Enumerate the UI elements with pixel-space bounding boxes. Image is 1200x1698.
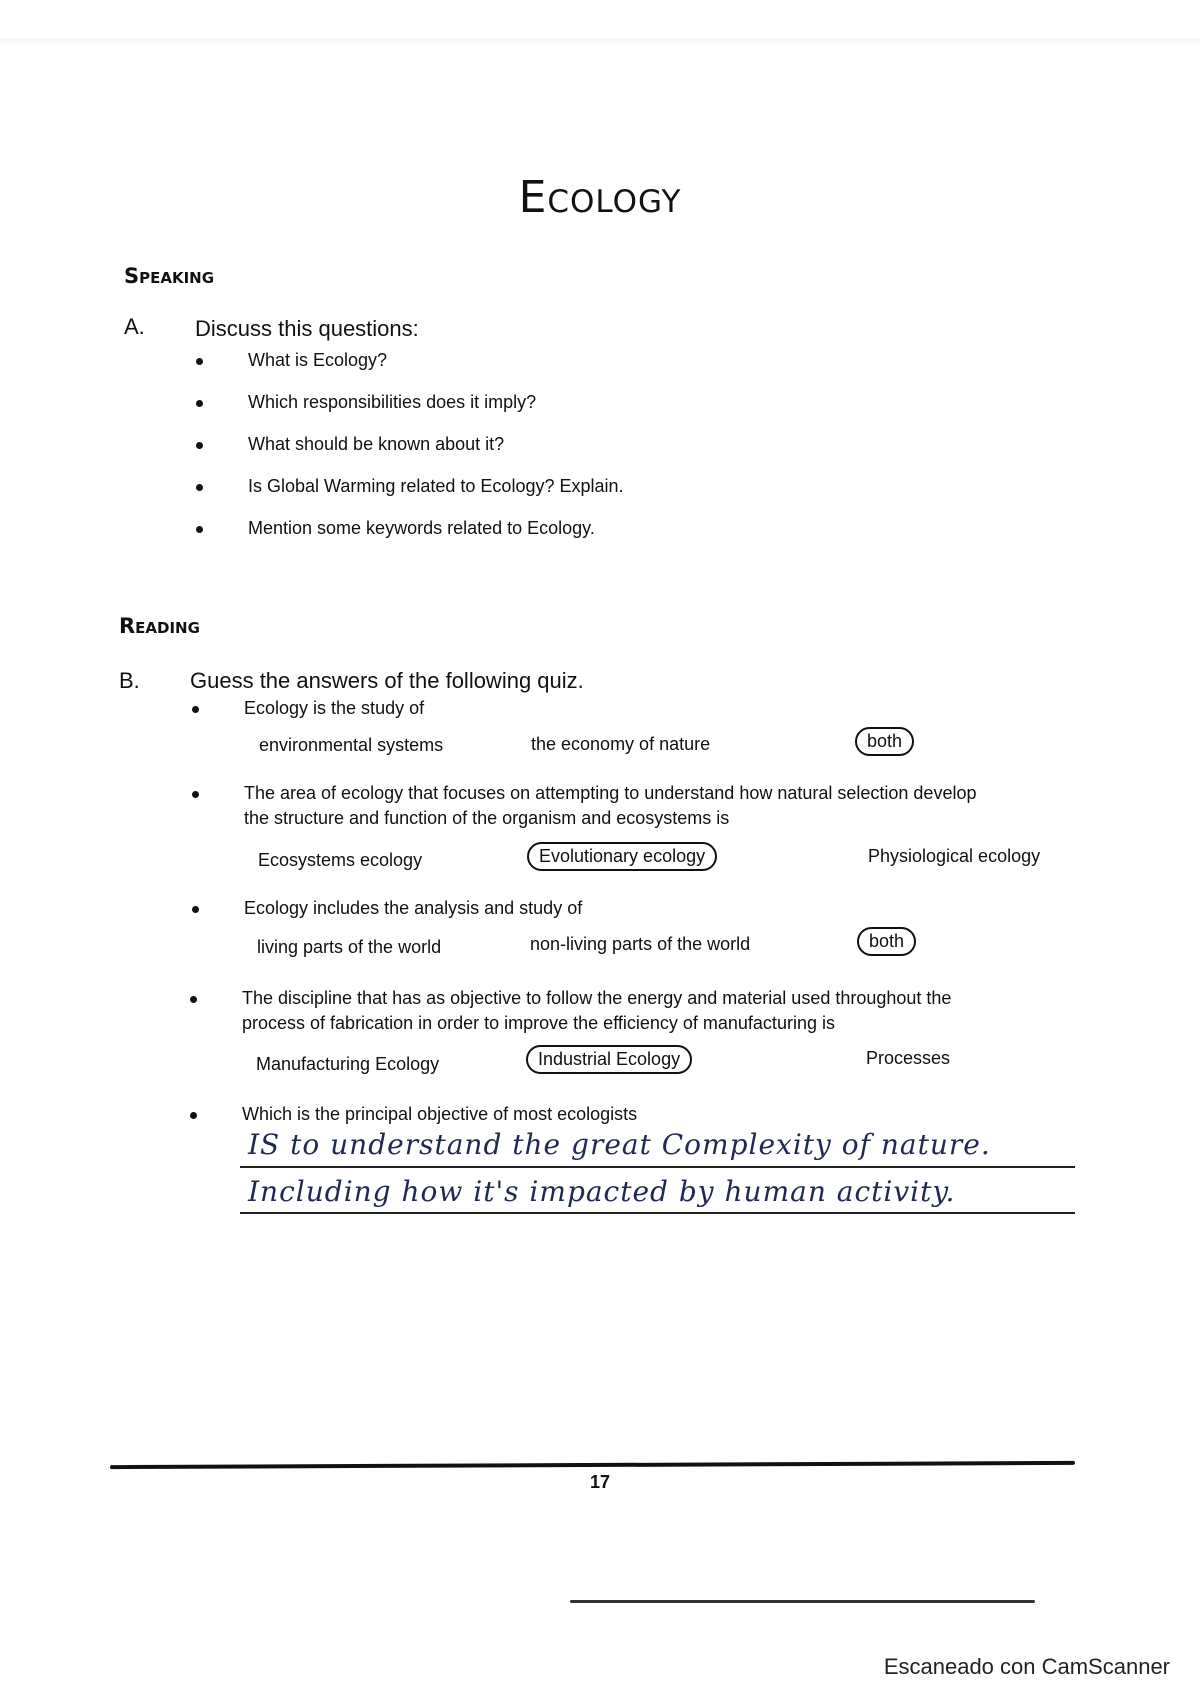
speaking-question: What is Ecology? xyxy=(248,350,388,370)
speaking-question: Mention some keywords related to Ecology. xyxy=(248,518,595,538)
page-title: Ecology xyxy=(518,172,682,223)
quiz-option-selected: Industrial Ecology xyxy=(526,1045,692,1074)
quiz-question-line: process of fabrication in order to improve the efficiency of manufacturing is xyxy=(242,1013,835,1033)
quiz-option-selected: both xyxy=(857,927,916,956)
handwritten-answer: IS to understand the great Complexity of nature. xyxy=(248,1128,991,1161)
quiz-option: Manufacturing Ecology xyxy=(256,1054,440,1074)
reading-heading: Reading xyxy=(119,614,200,638)
quiz-option-selected: both xyxy=(855,727,914,756)
speaking-instruction: Discuss this questions: xyxy=(195,316,419,341)
quiz-question-line: The area of ecology that focuses on attempting to understand how natural selection develop xyxy=(244,783,977,803)
quiz-option: non-living parts of the world xyxy=(530,934,751,954)
quiz-option: environmental systems xyxy=(259,735,444,755)
scanner-watermark: Escaneado con CamScanner xyxy=(883,1654,1170,1679)
footer-rule xyxy=(110,1461,1075,1469)
footer-rule-secondary xyxy=(570,1600,1035,1603)
quiz-option-selected: Evolutionary ecology xyxy=(527,842,717,871)
quiz-question: Ecology includes the analysis and study of xyxy=(244,898,583,918)
quiz-question xyxy=(244,783,1074,829)
quiz-question xyxy=(242,988,1072,1034)
quiz-question: Ecology is the study of xyxy=(244,698,425,718)
answer-underline xyxy=(240,1212,1075,1214)
quiz-question-line: The discipline that has as objective to follow the energy and material used throughout the xyxy=(242,988,952,1008)
quiz-option: Ecosystems ecology xyxy=(258,850,423,870)
speaking-question: Which responsibilities does it imply? xyxy=(248,392,537,412)
quiz-option: living parts of the world xyxy=(257,937,442,957)
quiz-option: Physiological ecology xyxy=(868,846,1041,866)
speaking-heading: Speaking xyxy=(124,264,215,288)
reading-letter: B. xyxy=(119,668,140,693)
page-number: 17 xyxy=(589,1472,611,1492)
quiz-question-line: the structure and function of the organism and ecosystems is xyxy=(244,808,730,828)
answer-underline xyxy=(240,1166,1075,1168)
quiz-question: Which is the principal objective of most ecologists xyxy=(242,1104,638,1124)
speaking-question: What should be known about it? xyxy=(248,434,505,454)
speaking-question: Is Global Warming related to Ecology? Explain. xyxy=(248,476,624,496)
quiz-option: the economy of nature xyxy=(531,734,711,754)
scan-shadow xyxy=(0,38,1200,46)
reading-instruction: Guess the answers of the following quiz. xyxy=(190,668,584,693)
speaking-letter: A. xyxy=(124,314,145,339)
quiz-option: Processes xyxy=(866,1048,951,1068)
handwritten-answer: Including how it's impacted by human activity. xyxy=(248,1175,956,1208)
